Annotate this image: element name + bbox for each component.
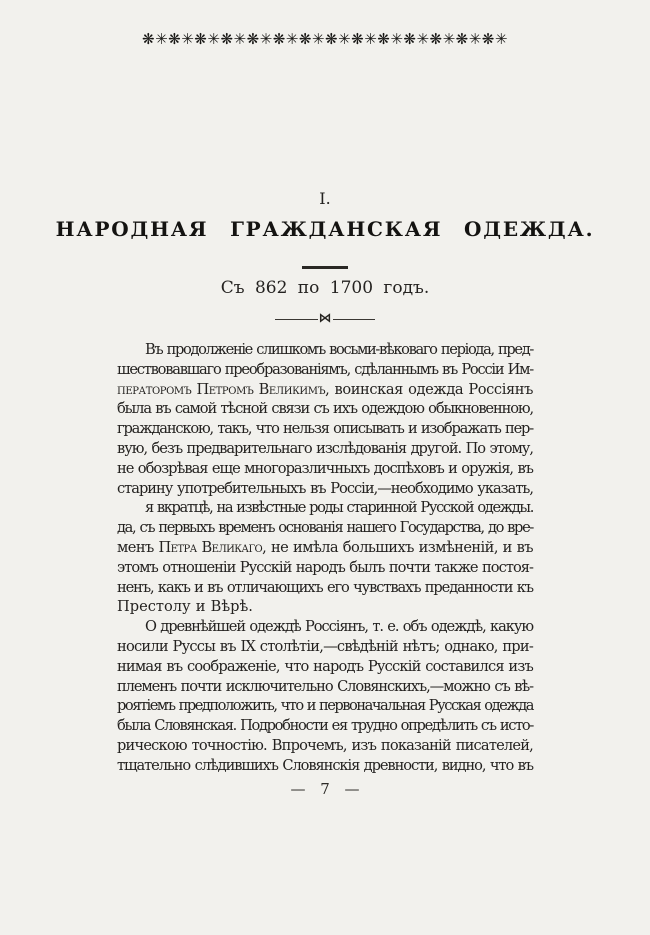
- text-segment: гражданскою, такъ, что нельзя описывать и изображать пер-: [117, 420, 533, 438]
- text-segment: , не имѣла большихъ измѣненій, и въ: [262, 538, 533, 556]
- section-divider: [275, 311, 375, 327]
- text-line: [117, 419, 533, 439]
- text-segment: О древнѣйшей одеждѣ Россіянъ, т. е. объ одеждѣ, какую: [145, 618, 533, 636]
- smallcaps-name: Петра Великаго: [158, 538, 263, 556]
- text-line: [117, 399, 533, 419]
- text-segment: рическою точностію. Впрочемъ, изъ показаній писателей,: [117, 736, 533, 754]
- text-line: [117, 479, 533, 499]
- text-segment: да, съ первыхъ временъ основанія нашего Государства, до вре-: [117, 519, 533, 537]
- text-segment: носили Руссы въ IX столѣтіи,—свѣдѣній нѣтъ; однако, при-: [117, 637, 533, 655]
- text-segment: этомъ отношеніи Русскій народъ былъ почти также постоя-: [117, 558, 533, 576]
- text-line: [117, 696, 533, 716]
- text-segment: Престолу и Вѣрѣ.: [117, 598, 253, 616]
- text-segment: старину употребительныхъ въ Россіи,—необходимо указать,: [117, 479, 533, 497]
- text-segment: тщательно слѣдившихъ Словянскія древности, видно, что въ: [117, 756, 533, 774]
- text-segment: я вкратцѣ, на извѣстные роды старинной Русской одежды.: [145, 499, 533, 517]
- text-segment: шествовавшаго преобразованіямъ, сдѣланнымъ въ Россіи Им-: [117, 360, 533, 378]
- text-line: [117, 756, 533, 776]
- text-line: [117, 617, 533, 637]
- text-line: [117, 637, 533, 657]
- text-line: [117, 380, 533, 400]
- body-text: [117, 340, 533, 776]
- title-rule: [302, 266, 348, 269]
- text-segment: нимая въ соображеніе, что народъ Русскій составился изъ: [117, 657, 533, 675]
- text-line: [117, 558, 533, 578]
- text-segment: Въ продолженіе слишкомъ восьми-вѣковаго періода, пред-: [145, 341, 533, 358]
- text-segment: вую, безъ предварительнаго изслѣдованія другой. По этому,: [117, 439, 533, 457]
- text-line: [117, 340, 533, 360]
- text-segment: племенъ почти исключительно Словянскихъ,—можно съ вѣ-: [117, 677, 533, 695]
- text-segment: была Словянская. Подробности ея трудно опредѣлить съ исто-: [117, 717, 533, 735]
- text-line: [117, 538, 533, 558]
- text-line: [117, 657, 533, 677]
- chapter-number: I.: [319, 189, 331, 208]
- text-line: [117, 677, 533, 697]
- text-segment: была въ самой тѣсной связи съ ихъ одеждою обыкновенною,: [117, 400, 533, 418]
- page-title: НАРОДНАЯ ГРАЖДАНСКАЯ ОДЕЖДА.: [55, 217, 595, 241]
- page-subtitle: Съ 862 по 1700 годъ.: [220, 278, 430, 298]
- text-segment: менъ: [117, 538, 159, 556]
- smallcaps-name: ператоромъ Петромъ Великимъ: [117, 380, 326, 398]
- page-number: — 7 —: [290, 780, 360, 798]
- text-segment: ненъ, какъ и въ отличающихъ его чувствахъ преданности къ: [117, 578, 533, 596]
- text-line: [117, 498, 533, 518]
- text-line: [117, 439, 533, 459]
- text-segment: , воинская одежда Россіянъ: [325, 380, 533, 398]
- text-segment: роятіемъ предположить, что и первоначальная Русская одежда: [117, 697, 533, 715]
- text-line: [117, 597, 533, 617]
- text-line: [117, 578, 533, 598]
- divider-knot-icon: ⋈: [318, 311, 332, 326]
- text-line: [117, 518, 533, 538]
- text-line: [117, 459, 533, 479]
- ornament-border: ❋✳❋✳❋✳❋✳❋✳❋✳❋✳❋✳❋✳❋✳❋✳❋✳❋✳❋✳: [142, 30, 508, 48]
- text-line: [117, 736, 533, 756]
- text-line: [117, 360, 533, 380]
- text-line: [117, 716, 533, 736]
- text-segment: не обозрѣвая еще многоразличныхъ доспѣховъ и оружія, въ: [117, 459, 533, 477]
